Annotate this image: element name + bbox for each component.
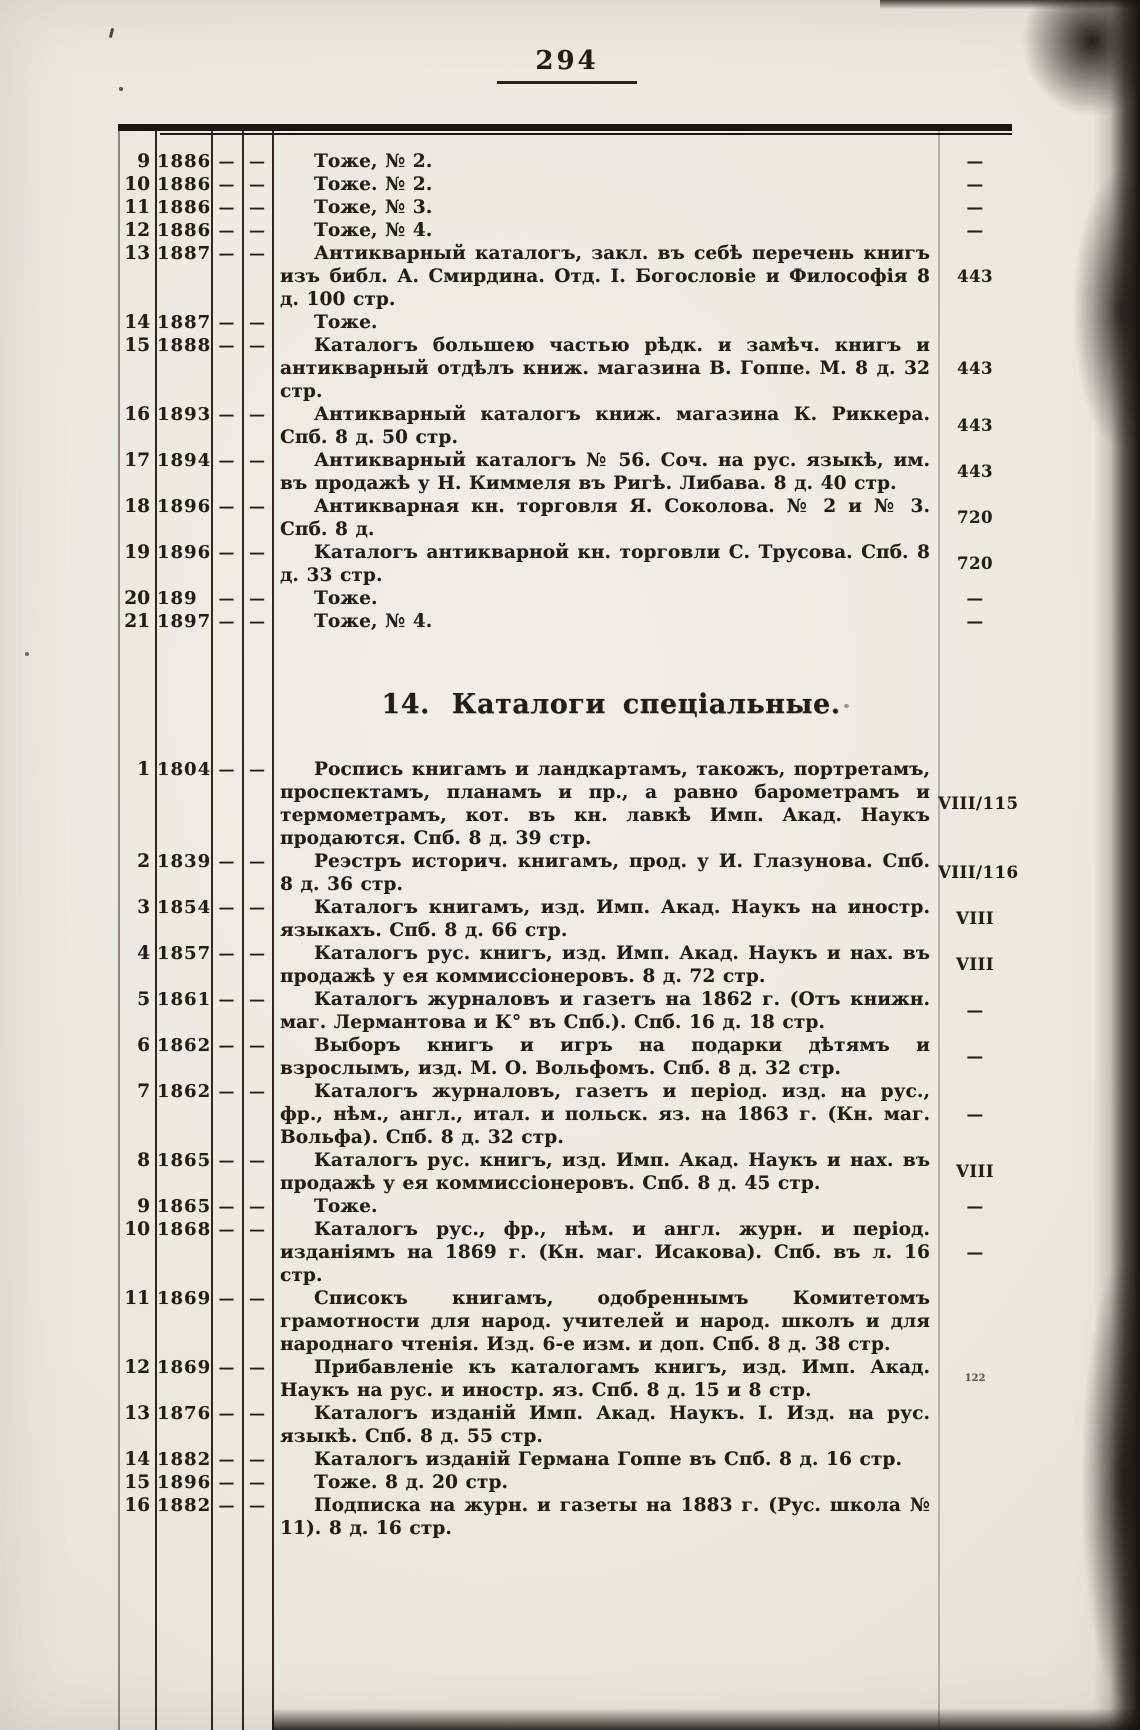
ditto-dash: — bbox=[218, 543, 235, 562]
entry-text: Антикварный каталогъ № 56. Соч. на рус. языкѣ, им. въ продажѣ у Н. Киммеля въ Ригѣ. Либава. 8 д. 40 стр. bbox=[280, 450, 930, 494]
ditto-dash: — bbox=[218, 898, 235, 917]
ditto-dash: — bbox=[249, 198, 265, 217]
catalog-entry-row bbox=[118, 1448, 1012, 1471]
entry-year: 1886 bbox=[157, 151, 212, 172]
entry-year: 1896 bbox=[157, 1472, 212, 1493]
ditto-dash: — bbox=[218, 451, 235, 470]
page-edge-shadow-top bbox=[880, 0, 1140, 9]
catalog-entry-row bbox=[118, 896, 1012, 942]
entry-number: 2 bbox=[137, 851, 150, 872]
ditto-dash: — bbox=[249, 852, 265, 871]
entry-number: 20 bbox=[124, 588, 150, 609]
entry-ref: 443 bbox=[957, 462, 993, 481]
ditto-dash: — bbox=[218, 1036, 235, 1055]
catalog-entry-row bbox=[118, 587, 1012, 610]
entry-ref: 720 bbox=[957, 508, 993, 527]
entry-ref: 443 bbox=[957, 358, 993, 378]
entry-text: Прибавленіе къ каталогамъ книгъ, изд. Имп. Акад. Наукъ на рус. и иностр. яз. Спб. 8 д. 15 и 8 стр. bbox=[280, 1357, 930, 1401]
ditto-dash: — bbox=[218, 1220, 235, 1239]
ditto-dash: — bbox=[218, 612, 235, 631]
entry-ref: — bbox=[966, 174, 984, 194]
catalog-entry-row bbox=[118, 334, 1012, 403]
entry-year: 1887 bbox=[157, 312, 212, 333]
catalog-entry-row bbox=[118, 1034, 1012, 1080]
entry-year: 1869 bbox=[157, 1357, 212, 1378]
entry-number: 16 bbox=[124, 1495, 150, 1516]
entry-text: Каталогъ рус. книгъ, изд. Имп. Акад. Наукъ и нах. въ продажѣ у ея коммиссіонеровъ. Спб. 8 д. 45 стр. bbox=[280, 1150, 930, 1194]
entry-number: 14 bbox=[124, 312, 150, 333]
entry-number: 14 bbox=[124, 1449, 150, 1470]
entry-number: 16 bbox=[124, 404, 150, 425]
catalog-entry-row bbox=[118, 1287, 1012, 1356]
entry-text: Тоже, № 4. bbox=[314, 611, 433, 632]
catalog-entry-row bbox=[118, 1149, 1012, 1195]
ditto-dash: — bbox=[218, 336, 235, 355]
catalog-entry-row bbox=[118, 1494, 1012, 1540]
ditto-dash: — bbox=[249, 451, 265, 470]
ditto-dash: — bbox=[218, 1197, 235, 1216]
entry-text: Каталогъ большею частью рѣдк. и замѣч. книгъ и антикварный отдѣлъ книж. магазина В. Гоппе. М. 8 д. 32 стр. bbox=[280, 335, 930, 402]
entry-number: 7 bbox=[137, 1081, 150, 1102]
entry-year: 1886 bbox=[157, 174, 212, 195]
section-heading-title: Каталоги спеціальные. bbox=[451, 689, 841, 720]
ditto-dash: — bbox=[218, 1473, 235, 1492]
entry-ref: — bbox=[966, 1242, 984, 1262]
catalog-entry-row bbox=[118, 1402, 1012, 1448]
ditto-dash: — bbox=[218, 497, 235, 516]
entry-year: 1839 bbox=[157, 851, 212, 872]
entry-ref: — bbox=[966, 220, 984, 240]
catalog-entry-row bbox=[118, 311, 1012, 334]
scan-speck bbox=[25, 652, 29, 656]
entry-year: 1894 bbox=[157, 450, 212, 471]
catalog-entry-row bbox=[118, 988, 1012, 1034]
scan-speck bbox=[109, 28, 114, 38]
ditto-dash: — bbox=[249, 1473, 265, 1492]
ditto-dash: — bbox=[249, 1450, 265, 1469]
entry-year: 1887 bbox=[157, 243, 212, 264]
catalog-entry-row bbox=[118, 1356, 1012, 1402]
catalog-entry-row bbox=[118, 150, 1012, 173]
entry-text: Каталогъ антикварной кн. торговли С. Трусова. Спб. 8 д. 33 стр. bbox=[280, 542, 930, 586]
catalog-entry-row bbox=[118, 403, 1012, 449]
section-heading-number: 14. bbox=[381, 689, 430, 720]
entry-year: 1854 bbox=[157, 897, 212, 918]
entry-year: 1876 bbox=[157, 1403, 212, 1424]
entry-year: 1882 bbox=[157, 1495, 212, 1516]
scan-speck bbox=[844, 704, 849, 708]
ditto-dash: — bbox=[249, 405, 265, 424]
entry-text: Каталогъ рус. книгъ, изд. Имп. Акад. Наукъ и нах. въ продажѣ у ея коммиссіонеровъ. 8 д. 72 стр. bbox=[280, 943, 930, 987]
entry-year: 1888 bbox=[157, 335, 212, 356]
entry-ref: VIII bbox=[956, 1162, 994, 1181]
catalog-entry-row bbox=[118, 196, 1012, 219]
entry-text: Тоже, № 3. bbox=[314, 197, 433, 218]
ditto-dash: — bbox=[249, 497, 265, 516]
page-number bbox=[0, 46, 1134, 76]
catalog-entry-row bbox=[118, 219, 1012, 242]
ditto-dash: — bbox=[249, 244, 265, 263]
ditto-dash: — bbox=[249, 990, 265, 1009]
catalog-entry-row bbox=[118, 942, 1012, 988]
ditto-dash: — bbox=[249, 1496, 265, 1515]
entry-year: 1865 bbox=[157, 1196, 212, 1217]
entry-text: Каталогъ изданій Имп. Акад. Наукъ. I. Изд. на рус. языкѣ. Спб. 8 д. 55 стр. bbox=[280, 1403, 930, 1447]
entry-text: Антикварный каталогъ книж. магазина К. Риккера. Спб. 8 д. 50 стр. bbox=[280, 404, 930, 448]
ditto-dash: — bbox=[218, 198, 235, 217]
catalog-entry-row bbox=[118, 449, 1012, 495]
ditto-dash: — bbox=[218, 1289, 235, 1308]
entry-ref: 443 bbox=[957, 416, 993, 435]
entry-text: Каталогъ изданій Германа Гоппе въ Спб. 8 д. 16 стр. bbox=[314, 1449, 902, 1470]
entry-number: 10 bbox=[124, 1219, 150, 1240]
catalog-entry-row bbox=[118, 1471, 1012, 1494]
entry-number: 15 bbox=[124, 1472, 150, 1493]
entry-ref: VIII/116 bbox=[938, 863, 1019, 882]
entry-text: Тоже, № 2. bbox=[314, 151, 433, 172]
entry-number: 17 bbox=[124, 450, 150, 471]
ditto-dash: — bbox=[249, 760, 265, 779]
entry-number: 1 bbox=[137, 759, 150, 780]
page-edge-shadow-right bbox=[1094, 0, 1140, 1730]
entry-ref: — bbox=[966, 151, 984, 171]
entry-number: 8 bbox=[137, 1150, 150, 1171]
catalog-entry-row bbox=[118, 758, 1019, 850]
ditto-dash: — bbox=[218, 589, 235, 608]
entry-ref: VIII/115 bbox=[938, 794, 1019, 813]
entry-text: Каталогъ рус., фр., нѣм. и англ. журн. и період. изданіямъ на 1869 г. (Кн. маг. Исакова). Спб. въ л. 16 стр. bbox=[280, 1219, 930, 1286]
catalog-entry-row bbox=[118, 610, 1012, 633]
entry-ref: 720 bbox=[957, 554, 993, 573]
entry-ref: VIII bbox=[956, 955, 994, 974]
entry-text: Тоже. 8 д. 20 стр. bbox=[314, 1472, 509, 1493]
ditto-dash: — bbox=[218, 944, 235, 963]
entry-ref: — bbox=[966, 1104, 984, 1124]
entry-year: 1896 bbox=[157, 542, 212, 563]
entry-ref: — bbox=[966, 1196, 984, 1216]
ditto-dash: — bbox=[249, 336, 265, 355]
ditto-dash: — bbox=[218, 1496, 235, 1515]
page-number-text: 294 bbox=[497, 46, 636, 84]
ditto-dash: — bbox=[249, 944, 265, 963]
ditto-dash: — bbox=[218, 221, 235, 240]
entry-ref: — bbox=[966, 197, 984, 217]
ditto-dash: — bbox=[249, 1036, 265, 1055]
entry-year: 1896 bbox=[157, 496, 212, 517]
entry-text: Тоже. № 2. bbox=[314, 174, 433, 195]
ditto-dash: — bbox=[218, 1404, 235, 1423]
special-catalogs-list bbox=[118, 758, 1019, 1540]
entry-number: 11 bbox=[124, 1288, 150, 1309]
entry-text: Тоже. bbox=[314, 588, 378, 609]
entry-number: 9 bbox=[137, 1196, 150, 1217]
entry-number: 3 bbox=[137, 897, 150, 918]
entry-ref: 122 bbox=[964, 1373, 986, 1384]
ditto-dash: — bbox=[218, 1151, 235, 1170]
ditto-dash: — bbox=[218, 852, 235, 871]
entry-year: 1897 bbox=[157, 611, 212, 632]
top-entries-list bbox=[118, 150, 1012, 633]
entry-number: 10 bbox=[124, 174, 150, 195]
ditto-dash: — bbox=[249, 1220, 265, 1239]
entry-ref: — bbox=[966, 588, 984, 608]
entry-number: 11 bbox=[124, 197, 150, 218]
entry-year: 1893 bbox=[157, 404, 212, 425]
entry-text: Каталогъ журналовъ, газетъ и період. изд. на рус., фр., нѣм., англ., итал. и польск. яз. на 1863 г. (Кн. маг. Вольфа). Спб. 8 д. 32 стр. bbox=[280, 1081, 930, 1148]
entry-year: 1869 bbox=[157, 1288, 212, 1309]
entry-year: 1862 bbox=[157, 1035, 212, 1056]
entry-text: Тоже, № 4. bbox=[314, 220, 433, 241]
entry-text: Роспись книгамъ и ландкартамъ, такожъ, портретамъ, проспектамъ, планамъ и пр., а равно барометрамъ и термометрамъ, кот. въ кн. лавкѣ Имп. Акад. Наукъ продаются. Спб. 8 д. 39 стр. bbox=[280, 759, 930, 849]
ditto-dash: — bbox=[249, 1404, 265, 1423]
ditto-dash: — bbox=[249, 1151, 265, 1170]
entry-text: Антикварный каталогъ, закл. въ себѣ перечень книгъ изъ библ. А. Смирдина. Отд. I. Богословіе и Философія 8 д. 100 стр. bbox=[280, 243, 930, 310]
entry-year: 1865 bbox=[157, 1150, 212, 1171]
entry-year: 1886 bbox=[157, 197, 212, 218]
entry-number: 9 bbox=[137, 151, 150, 172]
entry-ref: — bbox=[966, 1001, 984, 1020]
ditto-dash: — bbox=[249, 543, 265, 562]
entry-ref: VIII bbox=[956, 909, 994, 928]
ditto-dash: — bbox=[218, 1082, 235, 1101]
entry-year: 1857 bbox=[157, 943, 212, 964]
ditto-dash: — bbox=[249, 898, 265, 917]
catalog-entry-row bbox=[118, 541, 1012, 587]
entry-number: 18 bbox=[124, 496, 150, 517]
ditto-dash: — bbox=[249, 1358, 265, 1377]
ditto-dash: — bbox=[249, 1289, 265, 1308]
entry-number: 19 bbox=[124, 542, 150, 563]
entry-text: Антикварная кн. торговля Я. Соколова. № 2 и № 3. Спб. 8 д. bbox=[280, 496, 930, 540]
catalog-entry-row bbox=[118, 1195, 1012, 1218]
entry-text: Выборъ книгъ и игръ на подарки дѣтямъ и взрослымъ, изд. М. О. Вольфомъ. Спб. 8 д. 32 стр. bbox=[280, 1035, 930, 1079]
entry-text: Подписка на журн. и газеты на 1883 г. (Рус. школа № 11). 8 д. 16 стр. bbox=[280, 1495, 930, 1539]
catalog-entry-row bbox=[118, 1080, 1012, 1149]
entry-ref: — bbox=[966, 611, 984, 631]
entry-year: 189 bbox=[157, 588, 198, 609]
entry-number: 21 bbox=[124, 611, 150, 632]
entry-year: 1886 bbox=[157, 220, 212, 241]
entry-number: 15 bbox=[124, 335, 150, 356]
entry-year: 1862 bbox=[157, 1081, 212, 1102]
ditto-dash: — bbox=[249, 152, 265, 171]
entry-year: 1882 bbox=[157, 1449, 212, 1470]
ditto-dash: — bbox=[218, 760, 235, 779]
ditto-dash: — bbox=[249, 589, 265, 608]
entry-number: 12 bbox=[124, 220, 150, 241]
catalog-entry-row bbox=[118, 495, 1012, 541]
entry-year: 1804 bbox=[157, 759, 212, 780]
entry-text: Реэстръ историч. книгамъ, прод. у И. Глазунова. Спб. 8 д. 36 стр. bbox=[280, 851, 930, 895]
ditto-dash: — bbox=[249, 313, 265, 332]
entry-number: 13 bbox=[124, 1403, 150, 1424]
entry-number: 6 bbox=[137, 1035, 150, 1056]
entry-text: Каталогъ журналовъ и газетъ на 1862 г. (Отъ книжн. маг. Лермантова и К° въ Спб.). Спб. 16 д. 18 стр. bbox=[280, 989, 930, 1033]
catalog-table bbox=[118, 124, 1019, 1730]
scan-speck bbox=[119, 87, 123, 91]
ditto-dash: — bbox=[218, 990, 235, 1009]
catalog-entry-row bbox=[118, 1218, 1012, 1287]
ditto-dash: — bbox=[218, 152, 235, 171]
table-content bbox=[118, 124, 1019, 1540]
entry-number: 12 bbox=[124, 1357, 150, 1378]
ditto-dash: — bbox=[249, 1082, 265, 1101]
ditto-dash: — bbox=[249, 221, 265, 240]
ditto-dash: — bbox=[218, 1450, 235, 1469]
ditto-dash: — bbox=[218, 244, 235, 263]
catalog-entry-row bbox=[118, 850, 1019, 896]
page-edge-shadow-bottom bbox=[272, 1708, 1140, 1730]
entry-ref: — bbox=[966, 1047, 984, 1066]
ditto-dash: — bbox=[218, 405, 235, 424]
ditto-dash: — bbox=[218, 313, 235, 332]
ditto-dash: — bbox=[218, 1358, 235, 1377]
entry-year: 1861 bbox=[157, 989, 212, 1010]
ditto-dash: — bbox=[218, 175, 235, 194]
ditto-dash: — bbox=[249, 175, 265, 194]
entry-text: Тоже. bbox=[314, 312, 378, 333]
catalog-entry-row bbox=[118, 173, 1012, 196]
entry-number: 4 bbox=[137, 943, 150, 964]
entry-text: Списокъ книгамъ, одобреннымъ Комитетомъ грамотности для народ. учителей и народ. школъ и для народнаго чтенія. Изд. 6-е изм. и доп. Спб. 8 д. 38 стр. bbox=[280, 1288, 930, 1355]
ditto-dash: — bbox=[249, 612, 265, 631]
catalog-entry-row bbox=[118, 242, 1012, 311]
entry-ref: 443 bbox=[957, 266, 993, 286]
entry-number: 13 bbox=[124, 243, 150, 264]
ditto-dash: — bbox=[249, 1197, 265, 1216]
entry-text: Каталогъ книгамъ, изд. Имп. Акад. Наукъ на иностр. языкахъ. Спб. 8 д. 66 стр. bbox=[280, 897, 930, 941]
entry-text: Тоже. bbox=[314, 1196, 378, 1217]
entry-number: 5 bbox=[137, 989, 150, 1010]
entry-year: 1868 bbox=[157, 1219, 212, 1240]
